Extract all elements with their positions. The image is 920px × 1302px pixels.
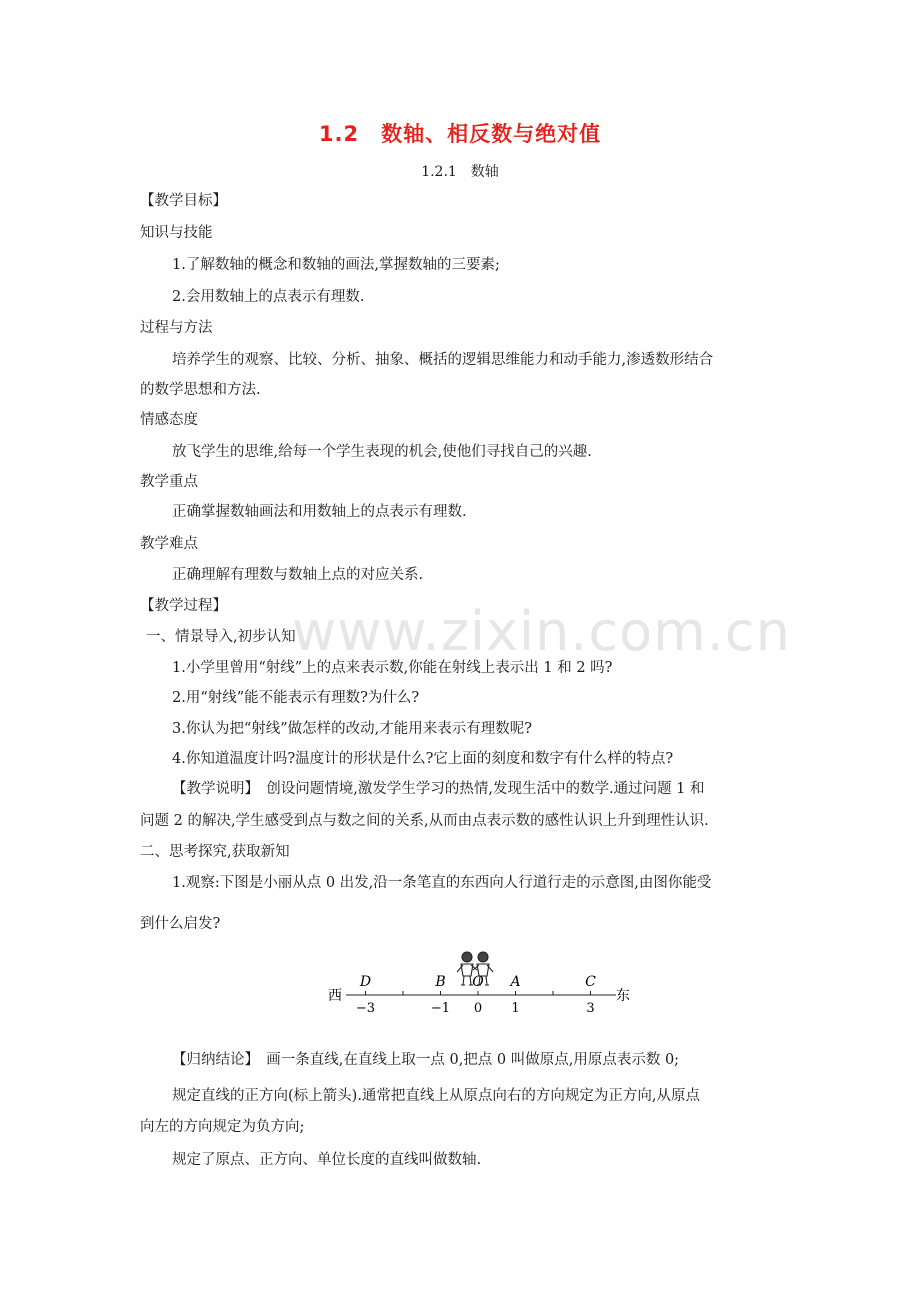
subsection-title: 1.2.1 数轴 bbox=[421, 164, 499, 180]
paragraph: 2.会用数轴上的点表示有理数. bbox=[172, 289, 365, 305]
tick-value: 3 bbox=[586, 1001, 595, 1016]
paragraph: 培养学生的观察、比较、分析、抽象、概括的逻辑思维能力和动手能力,渗透数形结合 bbox=[172, 352, 714, 368]
heading-knowledge-skills: 知识与技能 bbox=[140, 225, 213, 241]
heading-intro: 一、情景导入,初步认知 bbox=[146, 629, 296, 645]
heading-teaching-goals: 【教学目标】 bbox=[140, 193, 227, 209]
paragraph: 正确掌握数轴画法和用数轴上的点表示有理数. bbox=[172, 504, 467, 520]
point-label: A bbox=[510, 974, 521, 990]
west-label: 西 bbox=[328, 988, 342, 1004]
tick-value: −3 bbox=[355, 1001, 376, 1016]
paragraph: 规定了原点、正方向、单位长度的直线叫做数轴. bbox=[172, 1152, 482, 1168]
tick-value: 0 bbox=[473, 1001, 483, 1016]
heading-explore: 二、思考探究,获取新知 bbox=[140, 844, 290, 860]
paragraph: 到什么启发? bbox=[140, 916, 221, 932]
paragraph: 正确理解有理数与数轴上点的对应关系. bbox=[172, 567, 424, 583]
number-line-figure bbox=[320, 948, 640, 1020]
paragraph: 1.观察:下图是小丽从点 0 出发,沿一条笔直的东西向人行道行走的示意图,由图你能受 bbox=[172, 875, 712, 891]
heading-attitude: 情感态度 bbox=[140, 412, 198, 428]
heading-teaching-process: 【教学过程】 bbox=[140, 598, 227, 614]
heading-process-method: 过程与方法 bbox=[140, 320, 213, 336]
east-label: 东 bbox=[616, 988, 630, 1004]
teaching-note: 【教学说明】 创设问题情境,激发学生学习的热情,发现生活中的数学.通过问题 1 和 bbox=[172, 781, 705, 797]
question-item: 3.你认为把“射线”做怎样的改动,才能用来表示有理数呢? bbox=[172, 721, 533, 737]
section-title: 1.2 数轴、相反数与绝对值 bbox=[318, 122, 602, 146]
point-label: C bbox=[585, 974, 596, 990]
point-label: D bbox=[359, 974, 372, 990]
question-item: 4.你知道温度计吗?温度计的形状是什么?它上面的刻度和数字有什么样的特点? bbox=[172, 751, 674, 767]
point-label: B bbox=[435, 974, 446, 990]
paragraph: 向左的方向规定为负方向; bbox=[140, 1119, 305, 1135]
tick-value: 1 bbox=[511, 1001, 520, 1016]
question-item: 1.小学里曾用“射线”上的点来表示数,你能在射线上表示出 1 和 2 吗? bbox=[172, 660, 613, 676]
paragraph: 的数学思想和方法. bbox=[140, 382, 261, 398]
conclusion: 【归纳结论】 画一条直线,在直线上取一点 0,把点 0 叫做原点,用原点表示数 0; bbox=[172, 1052, 680, 1068]
watermark: www.zixin.com.cn bbox=[292, 600, 791, 663]
question-item: 2.用“射线”能不能表示有理数?为什么? bbox=[172, 690, 420, 706]
heading-key-points: 教学重点 bbox=[140, 474, 198, 490]
heading-difficulties: 教学难点 bbox=[140, 536, 198, 552]
paragraph: 放飞学生的思维,给每一个学生表现的机会,使他们寻找自己的兴趣. bbox=[172, 444, 592, 460]
paragraph: 1.了解数轴的概念和数轴的画法,掌握数轴的三要素; bbox=[172, 257, 500, 273]
paragraph: 问题 2 的解决,学生感受到点与数之间的关系,从而由点表示数的感性认识上升到理性认识. bbox=[140, 813, 709, 829]
paragraph: 规定直线的正方向(标上箭头).通常把直线上从原点向右的方向规定为正方向,从原点 bbox=[172, 1088, 701, 1104]
point-label: O bbox=[472, 974, 484, 990]
tick-value: −1 bbox=[430, 1001, 451, 1016]
